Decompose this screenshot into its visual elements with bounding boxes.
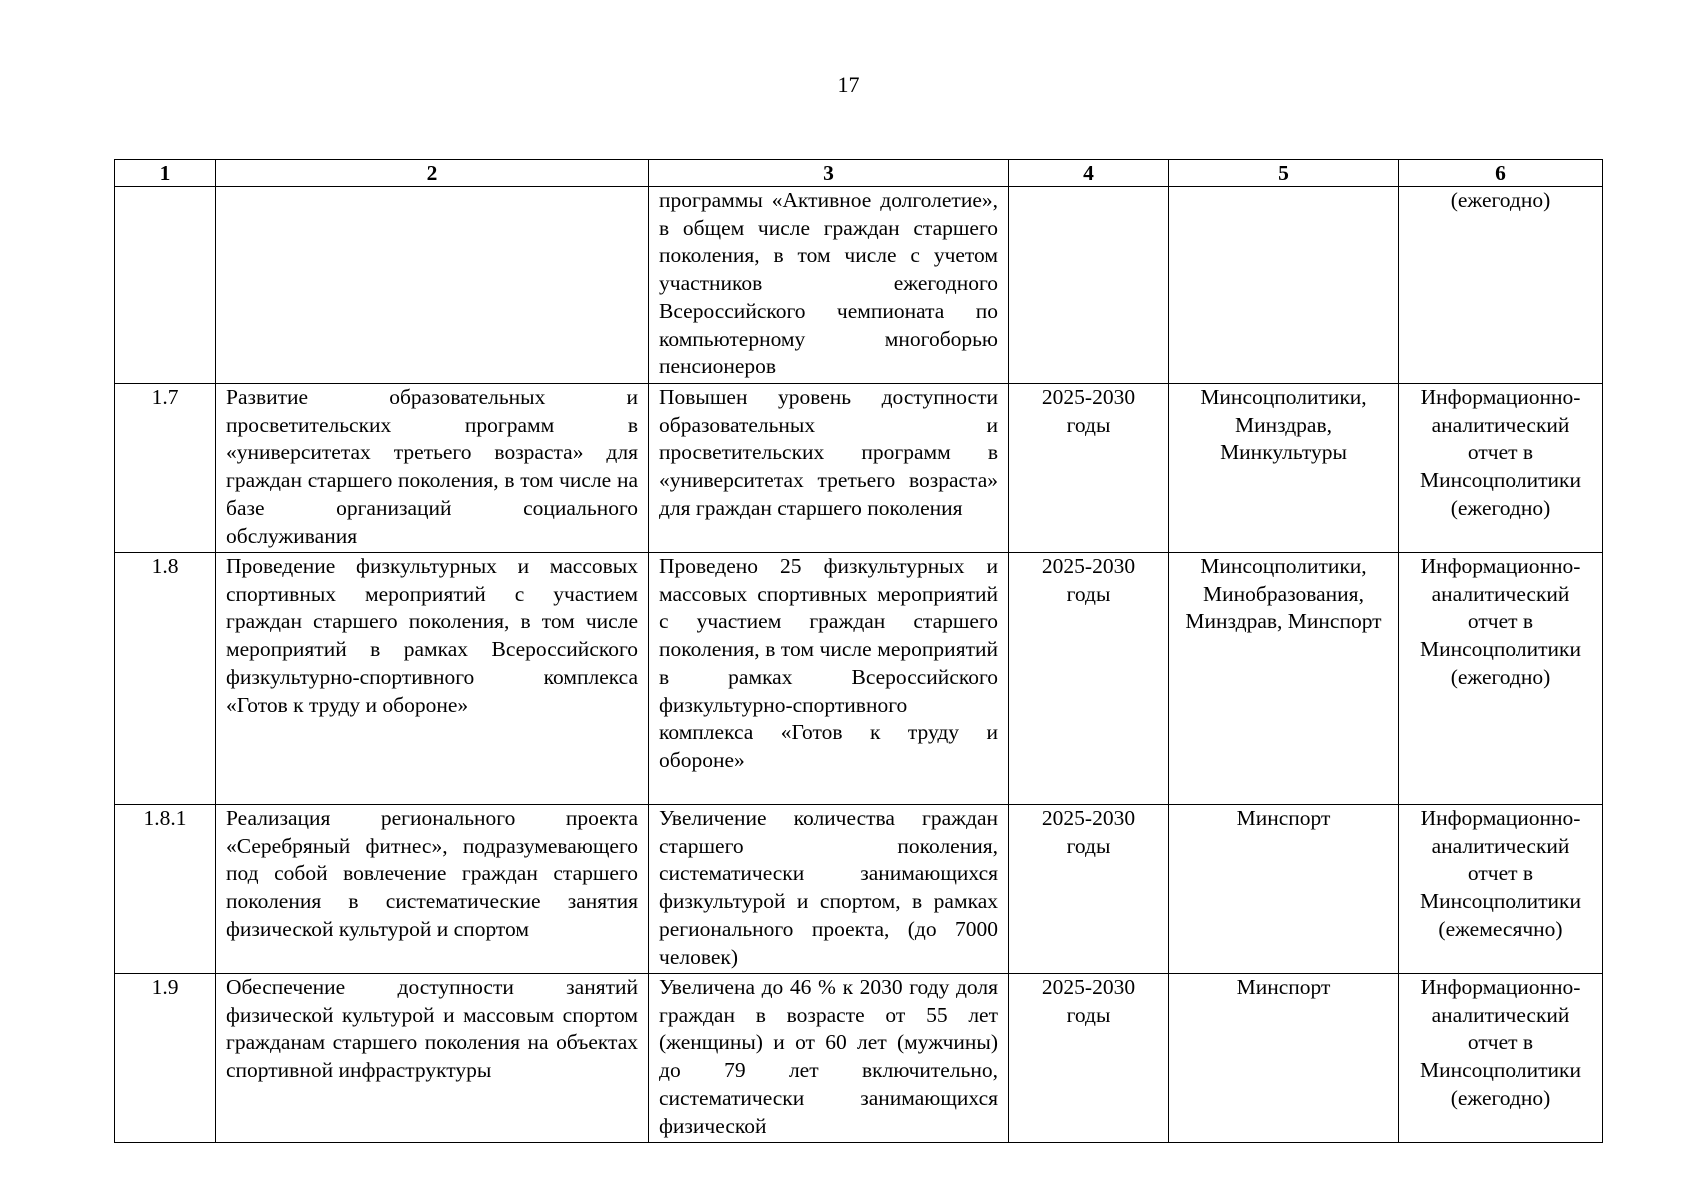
period-cell: 2025-2030 годы [1009, 974, 1169, 1143]
reporting-cell: (ежегодно) [1399, 187, 1603, 384]
row-number: 1.7 [115, 384, 216, 553]
row-number: 1.9 [115, 974, 216, 1143]
executors-cell: Минспорт [1169, 805, 1399, 974]
header-col-3: 3 [649, 160, 1009, 187]
executors-cell: Минсоцполитики, Минобразования, Минздрав, Минспорт [1169, 553, 1399, 805]
header-row [115, 160, 1603, 187]
row-number: 1.8.1 [115, 805, 216, 974]
result-cell: программы «Активное долголетие», в общем числе граждан старшего поколения, в том числе с учетом участников ежегодного Всероссийского чемпионата по компьютерному многоборью пенсионеров [649, 187, 1009, 384]
executors-cell: Минспорт [1169, 974, 1399, 1143]
result-cell: Увеличение количества граждан старшего поколения, систематически занимающихся физкультурой и спортом, в рамках регионального проекта, (до 7000 человек) [649, 805, 1009, 974]
table-row [115, 187, 1603, 384]
table-row [115, 974, 1603, 1143]
page-number: 17 [837, 72, 860, 97]
activity-cell [216, 187, 649, 384]
table-row [115, 553, 1603, 805]
reporting-cell: Информационно-аналитический отчет в Минсоцполитики (ежегодно) [1399, 384, 1603, 553]
reporting-cell: Информационно-аналитический отчет в Минсоцполитики (ежегодно) [1399, 553, 1603, 805]
activity-cell: Реализация регионального проекта «Серебряный фитнес», подразумевающего под собой вовлечение граждан старшего поколения в систематические занятия физической культурой и спортом [216, 805, 649, 974]
table-row [115, 805, 1603, 974]
header-col-5: 5 [1169, 160, 1399, 187]
header-col-1: 1 [115, 160, 216, 187]
activity-cell: Проведение физкультурных и массовых спортивных мероприятий с участием граждан старшего поколения, в том числе мероприятий в рамках Всероссийского физкультурно-спортивного комплекса «Готов к труду и обороне» [216, 553, 649, 805]
executors-cell [1169, 187, 1399, 384]
header-col-2: 2 [216, 160, 649, 187]
reporting-cell: Информационно-аналитический отчет в Минсоцполитики (ежемесячно) [1399, 805, 1603, 974]
result-cell: Повышен уровень доступности образовательных и просветительских программ в «университетах третьего возраста» для граждан старшего поколения [649, 384, 1009, 553]
header-col-6: 6 [1399, 160, 1603, 187]
period-cell: 2025-2030 годы [1009, 553, 1169, 805]
table-row [115, 384, 1603, 553]
executors-cell: Минсоцполитики, Минздрав, Минкультуры [1169, 384, 1399, 553]
row-number: 1.8 [115, 553, 216, 805]
period-cell: 2025-2030 годы [1009, 384, 1169, 553]
period-cell: 2025-2030 годы [1009, 805, 1169, 974]
row-number [115, 187, 216, 384]
header-col-4: 4 [1009, 160, 1169, 187]
result-cell: Проведено 25 физкультурных и массовых спортивных мероприятий с участием граждан старшего поколения, в том числе мероприятий в рамках Всероссийского физкультурно-спортивного комплекса «Готов к труду и обороне» [649, 553, 1009, 805]
result-cell: Увеличена до 46 % к 2030 году доля граждан в возрасте от 55 лет (женщины) и от 60 лет (мужчины) до 79 лет включительно, систематически занимающихся физической [649, 974, 1009, 1143]
reporting-cell: Информационно-аналитический отчет в Минсоцполитики (ежегодно) [1399, 974, 1603, 1143]
activity-cell: Развитие образовательных и просветительских программ в «университетах третьего возраста» для граждан старшего поколения, в том числе на базе организаций социального обслуживания [216, 384, 649, 553]
measures-table [114, 159, 1603, 1143]
activity-cell: Обеспечение доступности занятий физической культурой и массовым спортом гражданам старшего поколения на объектах спортивной инфраструктуры [216, 974, 649, 1143]
period-cell [1009, 187, 1169, 384]
